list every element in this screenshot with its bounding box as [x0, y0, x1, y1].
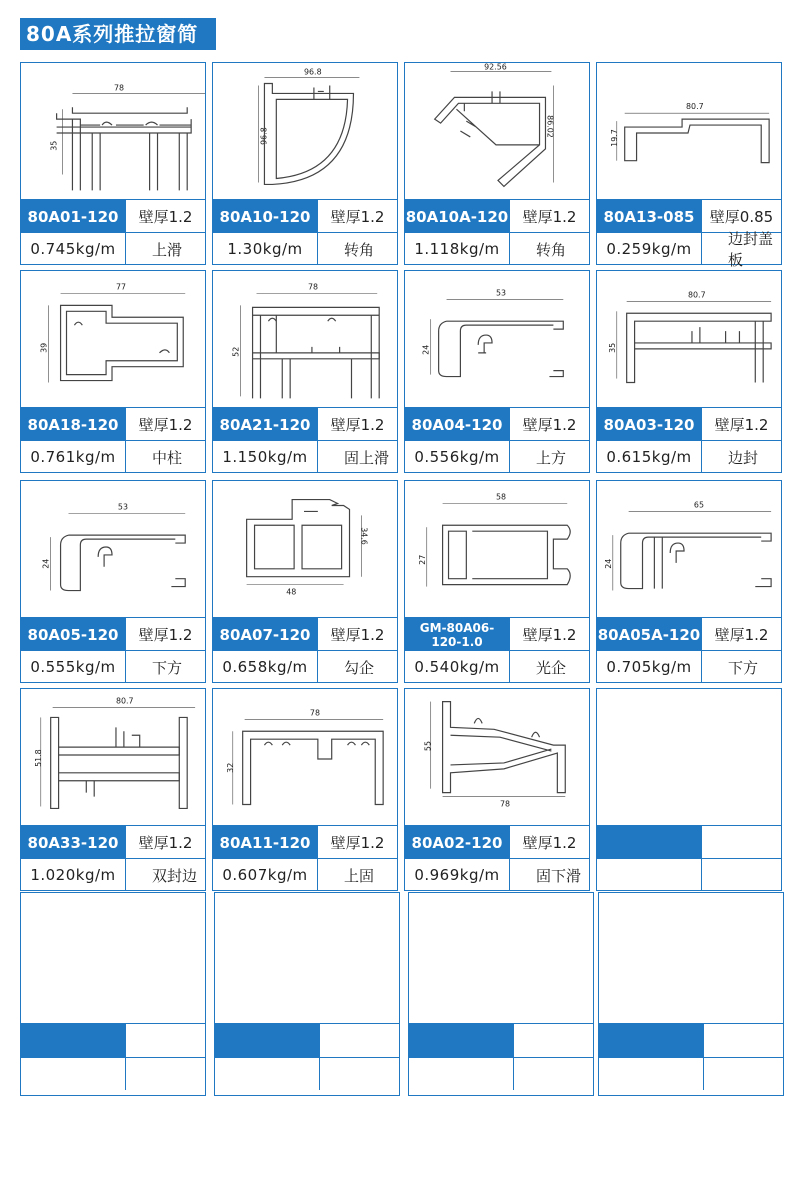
model-code: 80A21-120 — [213, 408, 317, 441]
profile-drawing — [213, 271, 397, 407]
profile-name: 固下滑 — [509, 859, 589, 891]
empty-card — [214, 892, 400, 1096]
weight: 0.705kg/m — [606, 658, 692, 676]
profile-name-empty — [701, 859, 781, 891]
profile-name-empty — [125, 1058, 205, 1090]
wall-thickness: 壁厚1.2 — [125, 408, 205, 441]
empty-card — [598, 892, 784, 1096]
svg-text:96.8: 96.8 — [259, 127, 269, 145]
model-code: 80A10A-120 — [405, 200, 509, 233]
model-code-empty — [409, 1024, 513, 1057]
weight: 1.30kg/m — [227, 240, 303, 258]
profile-card-80a10a — [404, 62, 590, 265]
profile-drawing — [405, 481, 589, 617]
svg-text:35: 35 — [607, 342, 617, 353]
model-code: 80A03-120 — [597, 408, 701, 441]
model-code: 80A01-120 — [21, 200, 125, 233]
profile-card-gm80a06 — [404, 480, 590, 683]
profile-drawing — [597, 481, 781, 617]
profile-name: 边封 — [701, 441, 781, 473]
weight-empty — [599, 1058, 703, 1090]
wall-thickness: 壁厚1.2 — [317, 200, 397, 233]
profile-name-empty — [513, 1058, 593, 1090]
model-code: 80A33-120 — [21, 826, 125, 859]
profile-name: 转角 — [317, 233, 397, 265]
profile-name: 固上滑 — [317, 441, 397, 473]
model-code: 80A04-120 — [405, 408, 509, 441]
profile-name: 上方 — [509, 441, 589, 473]
wall-thickness: 壁厚1.2 — [701, 618, 781, 651]
svg-text:55: 55 — [423, 741, 433, 752]
model-code: GM-80A06-120-1.0 — [405, 618, 509, 651]
profile-drawing — [405, 63, 589, 199]
svg-text:78: 78 — [307, 282, 319, 292]
wall-thickness-empty — [703, 1024, 783, 1057]
model-code-empty — [215, 1024, 319, 1057]
model-code: 80A13-085 — [597, 200, 701, 233]
svg-text:53: 53 — [117, 502, 129, 512]
wall-thickness-empty — [125, 1024, 205, 1057]
profile-name-empty — [319, 1058, 399, 1090]
profile-card-80a11 — [212, 688, 398, 891]
profile-name: 双封边 — [125, 859, 205, 891]
wall-thickness-empty — [513, 1024, 593, 1057]
profile-name: 下方 — [701, 651, 781, 683]
wall-thickness: 壁厚1.2 — [509, 408, 589, 441]
svg-text:34.6: 34.6 — [359, 527, 369, 545]
weight: 0.745kg/m — [30, 240, 116, 258]
model-code: 80A11-120 — [213, 826, 317, 859]
weight: 0.259kg/m — [606, 240, 692, 258]
wall-thickness: 壁厚1.2 — [317, 618, 397, 651]
profile-card-80a02 — [404, 688, 590, 891]
svg-text:39: 39 — [39, 342, 49, 353]
wall-thickness: 壁厚1.2 — [701, 408, 781, 441]
profile-drawing — [597, 271, 781, 407]
wall-thickness: 壁厚1.2 — [509, 618, 589, 651]
profile-card-80a04 — [404, 270, 590, 473]
weight-empty — [215, 1058, 319, 1090]
weight: 0.761kg/m — [30, 448, 116, 466]
svg-text:65: 65 — [693, 500, 705, 510]
empty-card — [596, 688, 782, 891]
weight: 1.118kg/m — [414, 240, 500, 258]
wall-thickness: 壁厚0.85 — [701, 200, 781, 233]
profile-drawing — [21, 689, 205, 825]
profile-name: 上滑 — [125, 233, 205, 265]
profile-name: 边封盖板 — [701, 233, 781, 265]
model-code-empty — [597, 826, 701, 859]
profile-card-80a05 — [20, 480, 206, 683]
weight: 0.658kg/m — [222, 658, 308, 676]
svg-text:27: 27 — [417, 554, 427, 565]
profile-drawing — [597, 63, 781, 199]
profile-name: 勾企 — [317, 651, 397, 683]
profile-card-80a13 — [596, 62, 782, 269]
svg-text:86.02: 86.02 — [545, 115, 555, 138]
profile-name: 上固 — [317, 859, 397, 891]
profile-drawing — [405, 689, 589, 825]
profile-card-80a03 — [596, 270, 782, 473]
svg-text:80.7: 80.7 — [686, 102, 704, 112]
profile-drawing — [213, 481, 397, 617]
profile-drawing — [213, 689, 397, 825]
wall-thickness-empty — [319, 1024, 399, 1057]
profile-drawing — [21, 63, 205, 199]
wall-thickness: 壁厚1.2 — [125, 200, 205, 233]
svg-text:51.8: 51.8 — [33, 749, 43, 767]
svg-text:19.7: 19.7 — [609, 129, 619, 147]
model-code-empty — [21, 1024, 125, 1057]
wall-thickness: 壁厚1.2 — [317, 826, 397, 859]
weight: 0.540kg/m — [414, 658, 500, 676]
svg-text:24: 24 — [603, 558, 613, 569]
empty-card — [408, 892, 594, 1096]
weight-empty — [409, 1058, 513, 1090]
profile-drawing — [21, 481, 205, 617]
weight: 0.969kg/m — [414, 866, 500, 884]
weight: 0.615kg/m — [606, 448, 692, 466]
svg-text:24: 24 — [421, 344, 431, 355]
model-code-empty — [599, 1024, 703, 1057]
svg-text:48: 48 — [286, 587, 297, 597]
weight: 1.150kg/m — [222, 448, 308, 466]
weight: 0.555kg/m — [30, 658, 116, 676]
svg-text:78: 78 — [309, 708, 321, 718]
wall-thickness: 壁厚1.2 — [509, 826, 589, 859]
profile-name: 转角 — [509, 233, 589, 265]
svg-text:78: 78 — [113, 83, 125, 93]
model-code: 80A05-120 — [21, 618, 125, 651]
weight-empty — [21, 1058, 125, 1090]
profile-name: 下方 — [125, 651, 205, 683]
profile-name-empty — [703, 1058, 783, 1090]
wall-thickness: 壁厚1.2 — [125, 618, 205, 651]
wall-thickness: 壁厚1.2 — [509, 200, 589, 233]
profile-name: 中柱 — [125, 441, 205, 473]
wall-thickness: 壁厚1.2 — [317, 408, 397, 441]
svg-text:24: 24 — [41, 558, 51, 569]
model-code: 80A05A-120 — [597, 618, 701, 651]
page-title: 80A系列推拉窗简 — [20, 18, 216, 50]
svg-text:78: 78 — [499, 799, 511, 809]
svg-text:77: 77 — [115, 282, 127, 292]
weight-empty — [597, 859, 701, 891]
weight: 0.607kg/m — [222, 866, 308, 884]
model-code: 80A10-120 — [213, 200, 317, 233]
wall-thickness: 壁厚1.2 — [125, 826, 205, 859]
profile-card-80a07 — [212, 480, 398, 683]
model-code: 80A07-120 — [213, 618, 317, 651]
svg-text:80.7: 80.7 — [115, 696, 134, 706]
svg-text:80.7: 80.7 — [688, 290, 706, 300]
model-code: 80A18-120 — [21, 408, 125, 441]
empty-card — [20, 892, 206, 1096]
profile-drawing — [21, 271, 205, 407]
svg-text:35: 35 — [49, 140, 59, 151]
profile-drawing — [213, 63, 397, 199]
profile-name: 光企 — [509, 651, 589, 683]
profile-card-80a21 — [212, 270, 398, 473]
weight: 1.020kg/m — [30, 866, 116, 884]
svg-text:58: 58 — [496, 492, 507, 502]
model-code: 80A02-120 — [405, 826, 509, 859]
wall-thickness-empty — [701, 826, 781, 859]
svg-text:92.56: 92.56 — [484, 63, 507, 72]
profile-card-80a18 — [20, 270, 206, 473]
profile-card-80a10 — [212, 62, 398, 265]
profile-card-80a05a — [596, 480, 782, 683]
svg-text:32: 32 — [225, 762, 235, 773]
profile-card-80a01 — [20, 62, 206, 265]
svg-text:52: 52 — [231, 346, 241, 357]
profile-drawing — [405, 271, 589, 407]
weight: 0.556kg/m — [414, 448, 500, 466]
svg-text:96.8: 96.8 — [304, 67, 322, 77]
profile-card-80a33 — [20, 688, 206, 891]
svg-text:53: 53 — [496, 288, 507, 298]
